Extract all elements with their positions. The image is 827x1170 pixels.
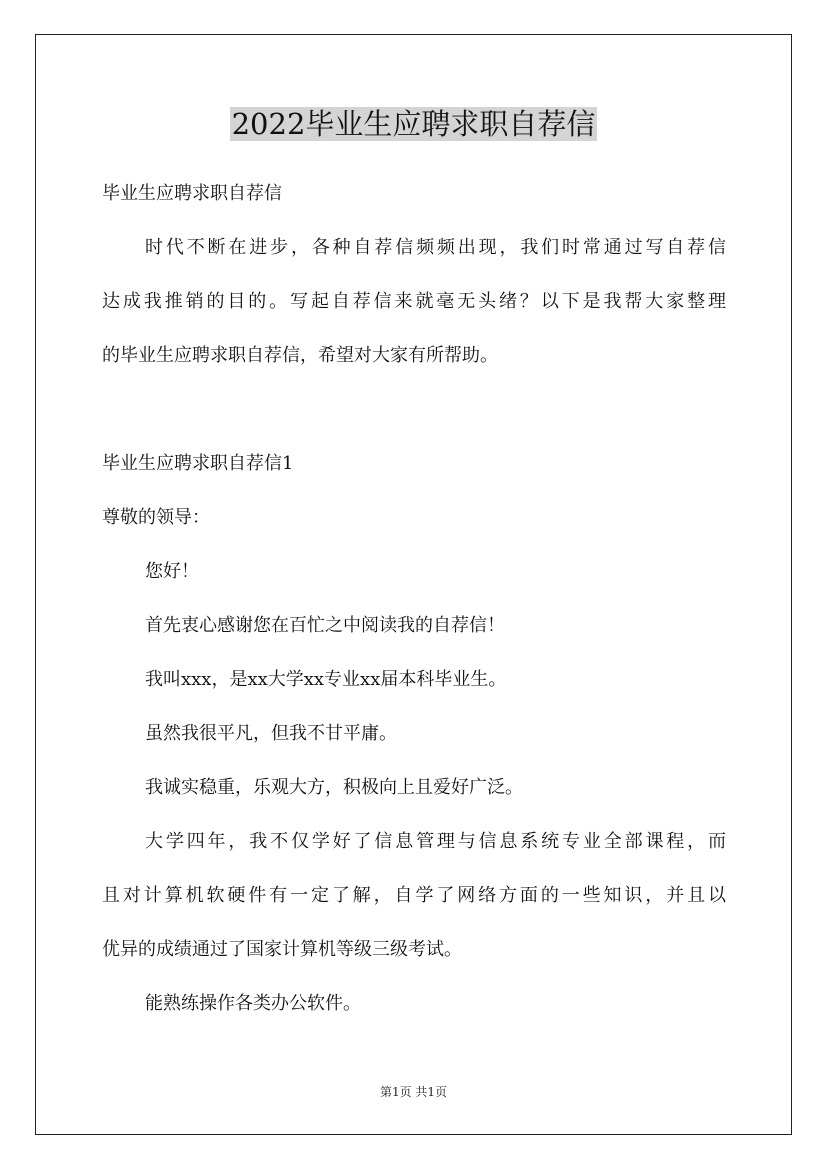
- paragraph-intro: 我叫xxx，是xx大学xx专业xx届本科毕业生。: [145, 669, 507, 690]
- study-line-1: 大学四年，我不仅学好了信息管理与信息系统专业全部课程，而: [145, 831, 729, 852]
- paragraph-office: 能熟练操作各类办公软件。: [145, 993, 361, 1014]
- paragraph-character: 我诚实稳重，乐观大方，积极向上且爱好广泛。: [145, 777, 523, 798]
- paragraph-thanks: 首先衷心感谢您在百忙之中阅读我的自荐信！: [145, 615, 505, 636]
- study-line-2: 且对计算机软硬件有一定了解，自学了网络方面的一些知识，并且以: [102, 885, 729, 906]
- intro-line-1: 时代不断在进步，各种自荐信频频出现，我们时常通过写自荐信: [145, 237, 729, 258]
- intro-line-2: 达成我推销的目的。写起自荐信来就毫无头绪？以下是我帮大家整理: [102, 291, 729, 312]
- study-line-3: 优异的成绩通过了国家计算机等级三级考试。: [102, 939, 462, 960]
- salutation: 尊敬的领导：: [102, 507, 210, 528]
- paragraph-ordinary: 虽然我很平凡，但我不甘平庸。: [145, 723, 397, 744]
- page-footer: 第1页 共1页: [379, 1085, 448, 1099]
- greeting: 您好！: [145, 561, 199, 582]
- section-heading: 毕业生应聘求职自荐信1: [102, 453, 294, 474]
- intro-line-3: 的毕业生应聘求职自荐信，希望对大家有所帮助。: [102, 345, 498, 366]
- document-title: 2022毕业生应聘求职自荐信: [231, 107, 596, 141]
- subtitle-line: 毕业生应聘求职自荐信: [102, 183, 282, 204]
